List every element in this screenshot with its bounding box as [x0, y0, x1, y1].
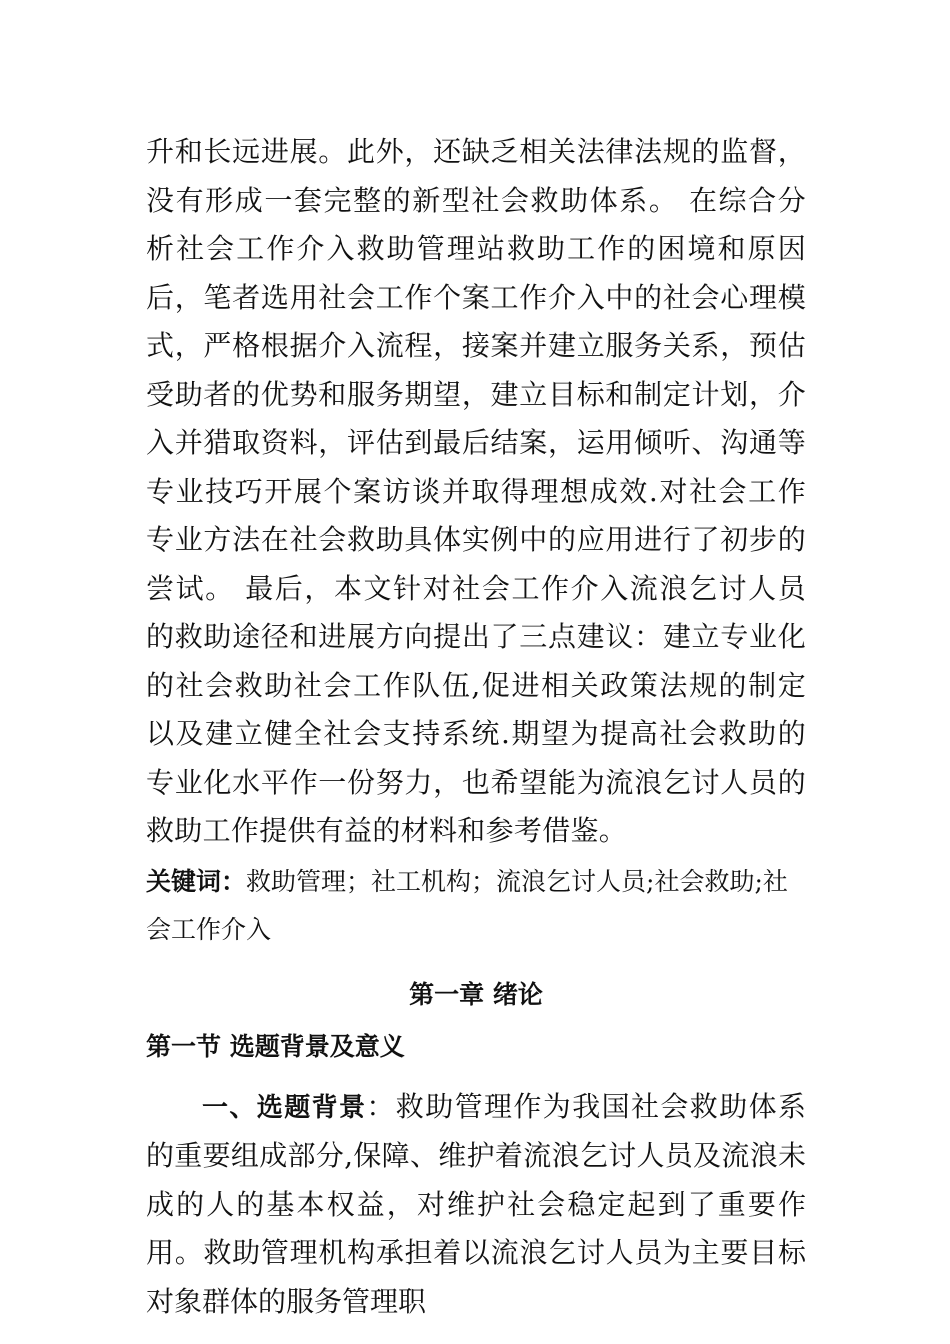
section-title: 第一节 选题背景及意义 [146, 1031, 405, 1061]
paragraph-text: ：救助管理作为我国社会救助体系的重要组成部分,保障、维护着流浪乞讨人员及流浪未成的人的基本权益，对维护社会稳定起到了重要作用。救助管理机构承担着以流浪乞讨人员为主要目标对象群体的服务管理职 [146, 1089, 806, 1318]
abstract-paragraph: 升和长远进展。此外，还缺乏相关法律法规的监督，没有形成一套完整的新型社会救助体系。 在综合分析社会工作介入救助管理站救助工作的困境和原因后，笔者选用社会工作个案工作介入中的社会心理模式，严格根据介入流程，接案并建立服务关系，预估受助者的优势和服务期望，建立目标和制定计划，介入并猎取资料，评估到最后结案，运用倾听、沟通等专业技巧开展个案访谈并取得理想成效.对社会工作专业方法在社会救助具体实例中的应用进行了初步的尝试。 最后，本文针对社会工作介入流浪乞讨人员的救助途径和进展方向提出了三点建议：建立专业化的社会救助社会工作队伍,促进相关政策法规的制定以及建立健全社会支持系统.期望为提高社会救助的专业化水平作一份努力，也希望能为流浪乞讨人员的救助工作提供有益的材料和参考借鉴。 [146, 135, 806, 847]
keywords-label: 关键词： [146, 866, 247, 896]
document-page [146, 128, 806, 1326]
keywords-line [146, 858, 806, 955]
keywords-text: 救助管理；社工机构；流浪乞讨人员;社会救助;社会工作介入 [146, 866, 788, 944]
paragraph-lead: 一、选题背景 [202, 1092, 367, 1123]
abstract-section [146, 128, 806, 856]
chapter-title: 第一章 绪论 [409, 979, 543, 1009]
body-paragraph [146, 1083, 806, 1327]
